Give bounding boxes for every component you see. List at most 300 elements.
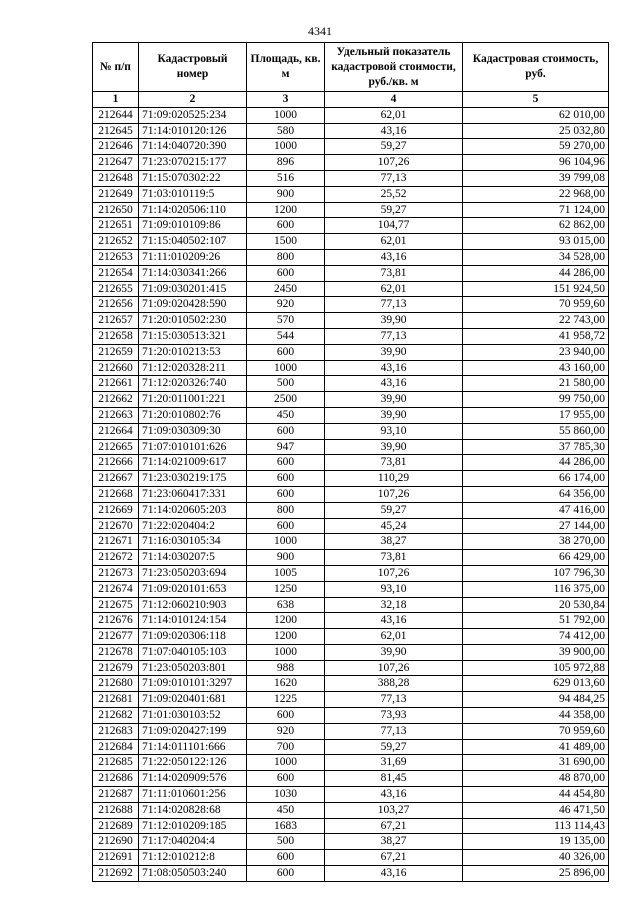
cadastral-value-cell: 39 900,00 xyxy=(463,644,609,660)
table-row xyxy=(93,155,609,171)
cadastral-number-cell: 71:23:070215:177 xyxy=(139,155,247,171)
cadastral-value-cell: 70 959,60 xyxy=(463,297,609,313)
cadastral-value-cell: 25 032,80 xyxy=(463,123,609,139)
area-cell: 500 xyxy=(247,376,325,392)
cadastral-number-cell: 71:08:050503:240 xyxy=(139,866,247,882)
unit-rate-cell: 31,69 xyxy=(325,755,463,771)
cadastral-number-cell: 71:14:020909:576 xyxy=(139,771,247,787)
unit-rate-cell: 77,13 xyxy=(325,692,463,708)
row-number-cell: 212689 xyxy=(93,818,139,834)
area-cell: 700 xyxy=(247,739,325,755)
area-cell: 920 xyxy=(247,297,325,313)
unit-rate-cell: 45,24 xyxy=(325,518,463,534)
area-cell: 600 xyxy=(247,486,325,502)
cadastral-value-cell: 39 799,08 xyxy=(463,170,609,186)
unit-rate-cell: 59,27 xyxy=(325,739,463,755)
unit-rate-cell: 32,18 xyxy=(325,597,463,613)
row-number-cell: 212675 xyxy=(93,597,139,613)
table-row xyxy=(93,471,609,487)
unit-rate-cell: 107,26 xyxy=(325,565,463,581)
unit-rate-cell: 104,77 xyxy=(325,218,463,234)
area-cell: 988 xyxy=(247,660,325,676)
table-row xyxy=(93,629,609,645)
area-cell: 570 xyxy=(247,313,325,329)
table-row xyxy=(93,107,609,123)
unit-rate-cell: 38,27 xyxy=(325,534,463,550)
unit-rate-cell: 81,45 xyxy=(325,771,463,787)
area-cell: 1200 xyxy=(247,629,325,645)
row-number-cell: 212660 xyxy=(93,360,139,376)
area-cell: 600 xyxy=(247,471,325,487)
table-row xyxy=(93,850,609,866)
area-cell: 896 xyxy=(247,155,325,171)
cadastral-number-cell: 71:23:050203:801 xyxy=(139,660,247,676)
cadastral-number-cell: 71:07:040105:103 xyxy=(139,644,247,660)
row-number-cell: 212685 xyxy=(93,755,139,771)
table-row xyxy=(93,660,609,676)
unit-rate-cell: 59,27 xyxy=(325,139,463,155)
area-cell: 1000 xyxy=(247,139,325,155)
unit-rate-cell: 62,01 xyxy=(325,234,463,250)
row-number-cell: 212644 xyxy=(93,107,139,123)
row-number-cell: 212671 xyxy=(93,534,139,550)
unit-rate-cell: 110,29 xyxy=(325,471,463,487)
unit-rate-cell: 388,28 xyxy=(325,676,463,692)
cadastral-number-cell: 71:20:010802:76 xyxy=(139,407,247,423)
unit-rate-cell: 73,93 xyxy=(325,708,463,724)
area-cell: 600 xyxy=(247,265,325,281)
area-cell: 1005 xyxy=(247,565,325,581)
cadastral-value-cell: 48 870,00 xyxy=(463,771,609,787)
row-number-cell: 212659 xyxy=(93,344,139,360)
cadastral-number-cell: 71:09:020428:590 xyxy=(139,297,247,313)
cadastral-value-cell: 71 124,00 xyxy=(463,202,609,218)
row-number-cell: 212647 xyxy=(93,155,139,171)
area-cell: 600 xyxy=(247,518,325,534)
row-number-cell: 212669 xyxy=(93,502,139,518)
cadastral-number-cell: 71:20:010502:230 xyxy=(139,313,247,329)
row-number-cell: 212662 xyxy=(93,392,139,408)
area-cell: 2500 xyxy=(247,392,325,408)
area-cell: 580 xyxy=(247,123,325,139)
row-number-cell: 212686 xyxy=(93,771,139,787)
unit-rate-cell: 38,27 xyxy=(325,834,463,850)
row-number-cell: 212649 xyxy=(93,186,139,202)
row-number-cell: 212681 xyxy=(93,692,139,708)
table-row xyxy=(93,139,609,155)
table-row xyxy=(93,581,609,597)
unit-rate-cell: 103,27 xyxy=(325,802,463,818)
cadastral-number-cell: 71:11:010209:26 xyxy=(139,249,247,265)
area-cell: 600 xyxy=(247,708,325,724)
area-cell: 600 xyxy=(247,423,325,439)
cadastral-value-cell: 62 010,00 xyxy=(463,107,609,123)
row-number-cell: 212688 xyxy=(93,802,139,818)
cadastral-number-cell: 71:09:020525:234 xyxy=(139,107,247,123)
unit-rate-cell: 107,26 xyxy=(325,486,463,502)
cadastral-value-cell: 51 792,00 xyxy=(463,613,609,629)
cadastral-number-cell: 71:14:020605:203 xyxy=(139,502,247,518)
table-row xyxy=(93,265,609,281)
cadastral-number-cell: 71:12:060210:903 xyxy=(139,597,247,613)
unit-rate-cell: 43,16 xyxy=(325,613,463,629)
row-number-cell: 212670 xyxy=(93,518,139,534)
cadastral-value-cell: 38 270,00 xyxy=(463,534,609,550)
unit-rate-cell: 39,90 xyxy=(325,407,463,423)
area-cell: 600 xyxy=(247,850,325,866)
cadastral-number-cell: 71:14:011101:666 xyxy=(139,739,247,755)
cadastral-number-cell: 71:14:020506:110 xyxy=(139,202,247,218)
cadastral-value-cell: 23 940,00 xyxy=(463,344,609,360)
table-row xyxy=(93,186,609,202)
cadastral-number-cell: 71:20:010213:53 xyxy=(139,344,247,360)
table-row xyxy=(93,597,609,613)
row-number-cell: 212651 xyxy=(93,218,139,234)
cadastral-number-cell: 71:09:010101:3297 xyxy=(139,676,247,692)
area-cell: 638 xyxy=(247,597,325,613)
cadastral-value-cell: 31 690,00 xyxy=(463,755,609,771)
table-row xyxy=(93,502,609,518)
table-row xyxy=(93,723,609,739)
cadastral-value-cell: 55 860,00 xyxy=(463,423,609,439)
unit-rate-cell: 93,10 xyxy=(325,581,463,597)
table-row xyxy=(93,234,609,250)
cadastral-number-cell: 71:14:020828:68 xyxy=(139,802,247,818)
area-cell: 544 xyxy=(247,328,325,344)
row-number-cell: 212674 xyxy=(93,581,139,597)
cadastral-number-cell: 71:09:030201:415 xyxy=(139,281,247,297)
unit-rate-cell: 59,27 xyxy=(325,502,463,518)
unit-rate-cell: 43,16 xyxy=(325,787,463,803)
row-number-cell: 212682 xyxy=(93,708,139,724)
cadastral-value-cell: 74 412,00 xyxy=(463,629,609,645)
cadastral-number-cell: 71:17:040204:4 xyxy=(139,834,247,850)
table-row xyxy=(93,708,609,724)
cadastral-value-cell: 105 972,88 xyxy=(463,660,609,676)
unit-rate-cell: 73,81 xyxy=(325,550,463,566)
cadastral-value-cell: 44 286,00 xyxy=(463,455,609,471)
area-cell: 1000 xyxy=(247,755,325,771)
table-row xyxy=(93,439,609,455)
row-number-cell: 212673 xyxy=(93,565,139,581)
table-row xyxy=(93,771,609,787)
cadastral-number-cell: 71:14:030207:5 xyxy=(139,550,247,566)
unit-rate-cell: 39,90 xyxy=(325,644,463,660)
area-cell: 450 xyxy=(247,802,325,818)
cadastral-number-cell: 71:12:010209:185 xyxy=(139,818,247,834)
cadastral-value-cell: 44 286,00 xyxy=(463,265,609,281)
unit-rate-cell: 77,13 xyxy=(325,328,463,344)
column-number-row xyxy=(93,92,609,108)
row-number-cell: 212684 xyxy=(93,739,139,755)
table-row xyxy=(93,802,609,818)
cadastral-value-cell: 59 270,00 xyxy=(463,139,609,155)
cadastral-value-cell: 107 796,30 xyxy=(463,565,609,581)
table-row xyxy=(93,755,609,771)
table-row xyxy=(93,818,609,834)
cadastral-value-cell: 44 358,00 xyxy=(463,708,609,724)
cadastral-number-cell: 71:09:020427:199 xyxy=(139,723,247,739)
cadastral-value-cell: 47 416,00 xyxy=(463,502,609,518)
area-cell: 600 xyxy=(247,455,325,471)
page-number: 4341 xyxy=(308,24,332,38)
area-cell: 1683 xyxy=(247,818,325,834)
cadastral-value-cell: 94 484,25 xyxy=(463,692,609,708)
area-cell: 600 xyxy=(247,344,325,360)
unit-rate-cell: 73,81 xyxy=(325,455,463,471)
area-cell: 1000 xyxy=(247,360,325,376)
row-number-cell: 212648 xyxy=(93,170,139,186)
row-number-cell: 212661 xyxy=(93,376,139,392)
cadastral-number-cell: 71:03:010119:5 xyxy=(139,186,247,202)
column-number: 4 xyxy=(325,92,463,108)
row-number-cell: 212664 xyxy=(93,423,139,439)
cadastral-number-cell: 71:22:020404:2 xyxy=(139,518,247,534)
table-row xyxy=(93,455,609,471)
row-number-cell: 212650 xyxy=(93,202,139,218)
row-number-cell: 212658 xyxy=(93,328,139,344)
table-row xyxy=(93,170,609,186)
table-row xyxy=(93,392,609,408)
cadastral-number-cell: 71:14:021009:617 xyxy=(139,455,247,471)
row-number-cell: 212687 xyxy=(93,787,139,803)
row-number-cell: 212645 xyxy=(93,123,139,139)
cadastral-number-cell: 71:23:060417:331 xyxy=(139,486,247,502)
area-cell: 600 xyxy=(247,866,325,882)
cadastral-value-cell: 116 375,00 xyxy=(463,581,609,597)
cadastral-value-cell: 19 135,00 xyxy=(463,834,609,850)
table-row xyxy=(93,550,609,566)
table-row xyxy=(93,407,609,423)
area-cell: 1200 xyxy=(247,613,325,629)
row-number-cell: 212677 xyxy=(93,629,139,645)
area-cell: 600 xyxy=(247,218,325,234)
area-cell: 947 xyxy=(247,439,325,455)
unit-rate-cell: 43,16 xyxy=(325,866,463,882)
table-row xyxy=(93,376,609,392)
cadastral-value-cell: 66 429,00 xyxy=(463,550,609,566)
area-cell: 1030 xyxy=(247,787,325,803)
table-row xyxy=(93,202,609,218)
row-number-cell: 212646 xyxy=(93,139,139,155)
row-number-cell: 212691 xyxy=(93,850,139,866)
table-row xyxy=(93,281,609,297)
column-number: 2 xyxy=(139,92,247,108)
area-cell: 1000 xyxy=(247,534,325,550)
cadastral-number-cell: 71:15:030513:321 xyxy=(139,328,247,344)
cadastral-value-cell: 113 114,43 xyxy=(463,818,609,834)
area-cell: 500 xyxy=(247,834,325,850)
unit-rate-cell: 62,01 xyxy=(325,629,463,645)
table-row xyxy=(93,328,609,344)
table-row xyxy=(93,565,609,581)
table-row xyxy=(93,297,609,313)
area-cell: 1000 xyxy=(247,644,325,660)
cadastral-number-cell: 71:01:030103:52 xyxy=(139,708,247,724)
header-area: Площадь, кв. м xyxy=(247,43,325,92)
cadastral-value-cell: 62 862,00 xyxy=(463,218,609,234)
cadastral-value-cell: 43 160,00 xyxy=(463,360,609,376)
cadastral-number-cell: 71:09:020101:653 xyxy=(139,581,247,597)
cadastral-value-cell: 629 013,60 xyxy=(463,676,609,692)
table-row xyxy=(93,423,609,439)
cadastral-value-cell: 46 471,50 xyxy=(463,802,609,818)
row-number-cell: 212683 xyxy=(93,723,139,739)
cadastral-number-cell: 71:12:010212:8 xyxy=(139,850,247,866)
row-number-cell: 212668 xyxy=(93,486,139,502)
cadastral-number-cell: 71:14:040720:390 xyxy=(139,139,247,155)
cadastral-value-cell: 96 104,96 xyxy=(463,155,609,171)
table-row xyxy=(93,518,609,534)
table-row xyxy=(93,644,609,660)
row-number-cell: 212679 xyxy=(93,660,139,676)
row-number-cell: 212665 xyxy=(93,439,139,455)
cadastral-number-cell: 71:15:040502:107 xyxy=(139,234,247,250)
unit-rate-cell: 93,10 xyxy=(325,423,463,439)
unit-rate-cell: 39,90 xyxy=(325,344,463,360)
table-row xyxy=(93,834,609,850)
area-cell: 516 xyxy=(247,170,325,186)
area-cell: 1500 xyxy=(247,234,325,250)
cadastral-value-cell: 41 958,72 xyxy=(463,328,609,344)
area-cell: 2450 xyxy=(247,281,325,297)
unit-rate-cell: 62,01 xyxy=(325,281,463,297)
table-row xyxy=(93,123,609,139)
unit-rate-cell: 43,16 xyxy=(325,376,463,392)
cadastral-value-cell: 34 528,00 xyxy=(463,249,609,265)
area-cell: 1225 xyxy=(247,692,325,708)
row-number-cell: 212654 xyxy=(93,265,139,281)
cadastral-number-cell: 71:23:030219:175 xyxy=(139,471,247,487)
unit-rate-cell: 67,21 xyxy=(325,850,463,866)
cadastral-number-cell: 71:22:050122:126 xyxy=(139,755,247,771)
cadastral-value-cell: 41 489,00 xyxy=(463,739,609,755)
unit-rate-cell: 43,16 xyxy=(325,360,463,376)
column-number: 3 xyxy=(247,92,325,108)
cadastral-number-cell: 71:14:010120:126 xyxy=(139,123,247,139)
row-number-cell: 212653 xyxy=(93,249,139,265)
cadastral-value-cell: 22 743,00 xyxy=(463,313,609,329)
unit-rate-cell: 59,27 xyxy=(325,202,463,218)
cadastral-number-cell: 71:09:020306:118 xyxy=(139,629,247,645)
unit-rate-cell: 43,16 xyxy=(325,249,463,265)
header-unit-rate: Удельный показатель кадастровой стоимости, руб./кв. м xyxy=(325,43,463,92)
table-row xyxy=(93,692,609,708)
unit-rate-cell: 43,16 xyxy=(325,123,463,139)
cadastral-number-cell: 71:15:070302:22 xyxy=(139,170,247,186)
table-row xyxy=(93,866,609,882)
area-cell: 1620 xyxy=(247,676,325,692)
row-number-cell: 212652 xyxy=(93,234,139,250)
row-number-cell: 212678 xyxy=(93,644,139,660)
cadastral-value-cell: 44 454,80 xyxy=(463,787,609,803)
cadastral-value-cell: 20 530,84 xyxy=(463,597,609,613)
unit-rate-cell: 107,26 xyxy=(325,660,463,676)
cadastral-value-cell: 37 785,30 xyxy=(463,439,609,455)
cadastral-value-cell: 99 750,00 xyxy=(463,392,609,408)
cadastral-number-cell: 71:14:030341:266 xyxy=(139,265,247,281)
column-number: 1 xyxy=(93,92,139,108)
unit-rate-cell: 73,81 xyxy=(325,265,463,281)
unit-rate-cell: 77,13 xyxy=(325,170,463,186)
cadastral-number-cell: 71:09:010109:86 xyxy=(139,218,247,234)
cadastral-value-cell: 17 955,00 xyxy=(463,407,609,423)
cadastral-value-cell: 64 356,00 xyxy=(463,486,609,502)
cadastral-value-cell: 21 580,00 xyxy=(463,376,609,392)
table-row xyxy=(93,613,609,629)
area-cell: 900 xyxy=(247,550,325,566)
area-cell: 450 xyxy=(247,407,325,423)
cadastral-number-cell: 71:11:010601:256 xyxy=(139,787,247,803)
table-row xyxy=(93,676,609,692)
row-number-cell: 212692 xyxy=(93,866,139,882)
area-cell: 920 xyxy=(247,723,325,739)
row-number-cell: 212657 xyxy=(93,313,139,329)
cadastral-value-cell: 22 968,00 xyxy=(463,186,609,202)
row-number-cell: 212667 xyxy=(93,471,139,487)
header-cadastral-value: Кадастровая стоимость, руб. xyxy=(463,43,609,92)
cadastral-number-cell: 71:12:020328:211 xyxy=(139,360,247,376)
row-number-cell: 212690 xyxy=(93,834,139,850)
table-row xyxy=(93,360,609,376)
cadastral-value-cell: 66 174,00 xyxy=(463,471,609,487)
area-cell: 1000 xyxy=(247,107,325,123)
row-number-cell: 212655 xyxy=(93,281,139,297)
cadastral-number-cell: 71:07:010101:626 xyxy=(139,439,247,455)
table-row xyxy=(93,344,609,360)
cadastral-value-cell: 25 896,00 xyxy=(463,866,609,882)
table-row xyxy=(93,486,609,502)
unit-rate-cell: 77,13 xyxy=(325,297,463,313)
table-row xyxy=(93,249,609,265)
area-cell: 800 xyxy=(247,502,325,518)
table-row xyxy=(93,313,609,329)
header-row xyxy=(93,43,609,92)
area-cell: 800 xyxy=(247,249,325,265)
cadastral-number-cell: 71:16:030105:34 xyxy=(139,534,247,550)
row-number-cell: 212656 xyxy=(93,297,139,313)
unit-rate-cell: 25,52 xyxy=(325,186,463,202)
unit-rate-cell: 62,01 xyxy=(325,107,463,123)
area-cell: 600 xyxy=(247,771,325,787)
cadastral-value-cell: 27 144,00 xyxy=(463,518,609,534)
cadastral-value-cell: 151 924,50 xyxy=(463,281,609,297)
cadastral-value-cell: 93 015,00 xyxy=(463,234,609,250)
header-cadastral-number: Кадастровый номер xyxy=(139,43,247,92)
cadastral-number-cell: 71:12:020326:740 xyxy=(139,376,247,392)
area-cell: 900 xyxy=(247,186,325,202)
row-number-cell: 212676 xyxy=(93,613,139,629)
unit-rate-cell: 39,90 xyxy=(325,439,463,455)
cadastral-number-cell: 71:09:020401:681 xyxy=(139,692,247,708)
unit-rate-cell: 77,13 xyxy=(325,723,463,739)
cadastral-value-cell: 70 959,60 xyxy=(463,723,609,739)
column-number: 5 xyxy=(463,92,609,108)
cadastral-number-cell: 71:14:010124:154 xyxy=(139,613,247,629)
unit-rate-cell: 39,90 xyxy=(325,313,463,329)
cadastral-number-cell: 71:23:050203:694 xyxy=(139,565,247,581)
unit-rate-cell: 39,90 xyxy=(325,392,463,408)
cadastral-number-cell: 71:09:030309:30 xyxy=(139,423,247,439)
table-row xyxy=(93,787,609,803)
unit-rate-cell: 107,26 xyxy=(325,155,463,171)
row-number-cell: 212680 xyxy=(93,676,139,692)
table-row xyxy=(93,534,609,550)
header-row-number: № п/п xyxy=(93,43,139,92)
cadastral-table xyxy=(92,42,609,882)
row-number-cell: 212663 xyxy=(93,407,139,423)
area-cell: 1200 xyxy=(247,202,325,218)
